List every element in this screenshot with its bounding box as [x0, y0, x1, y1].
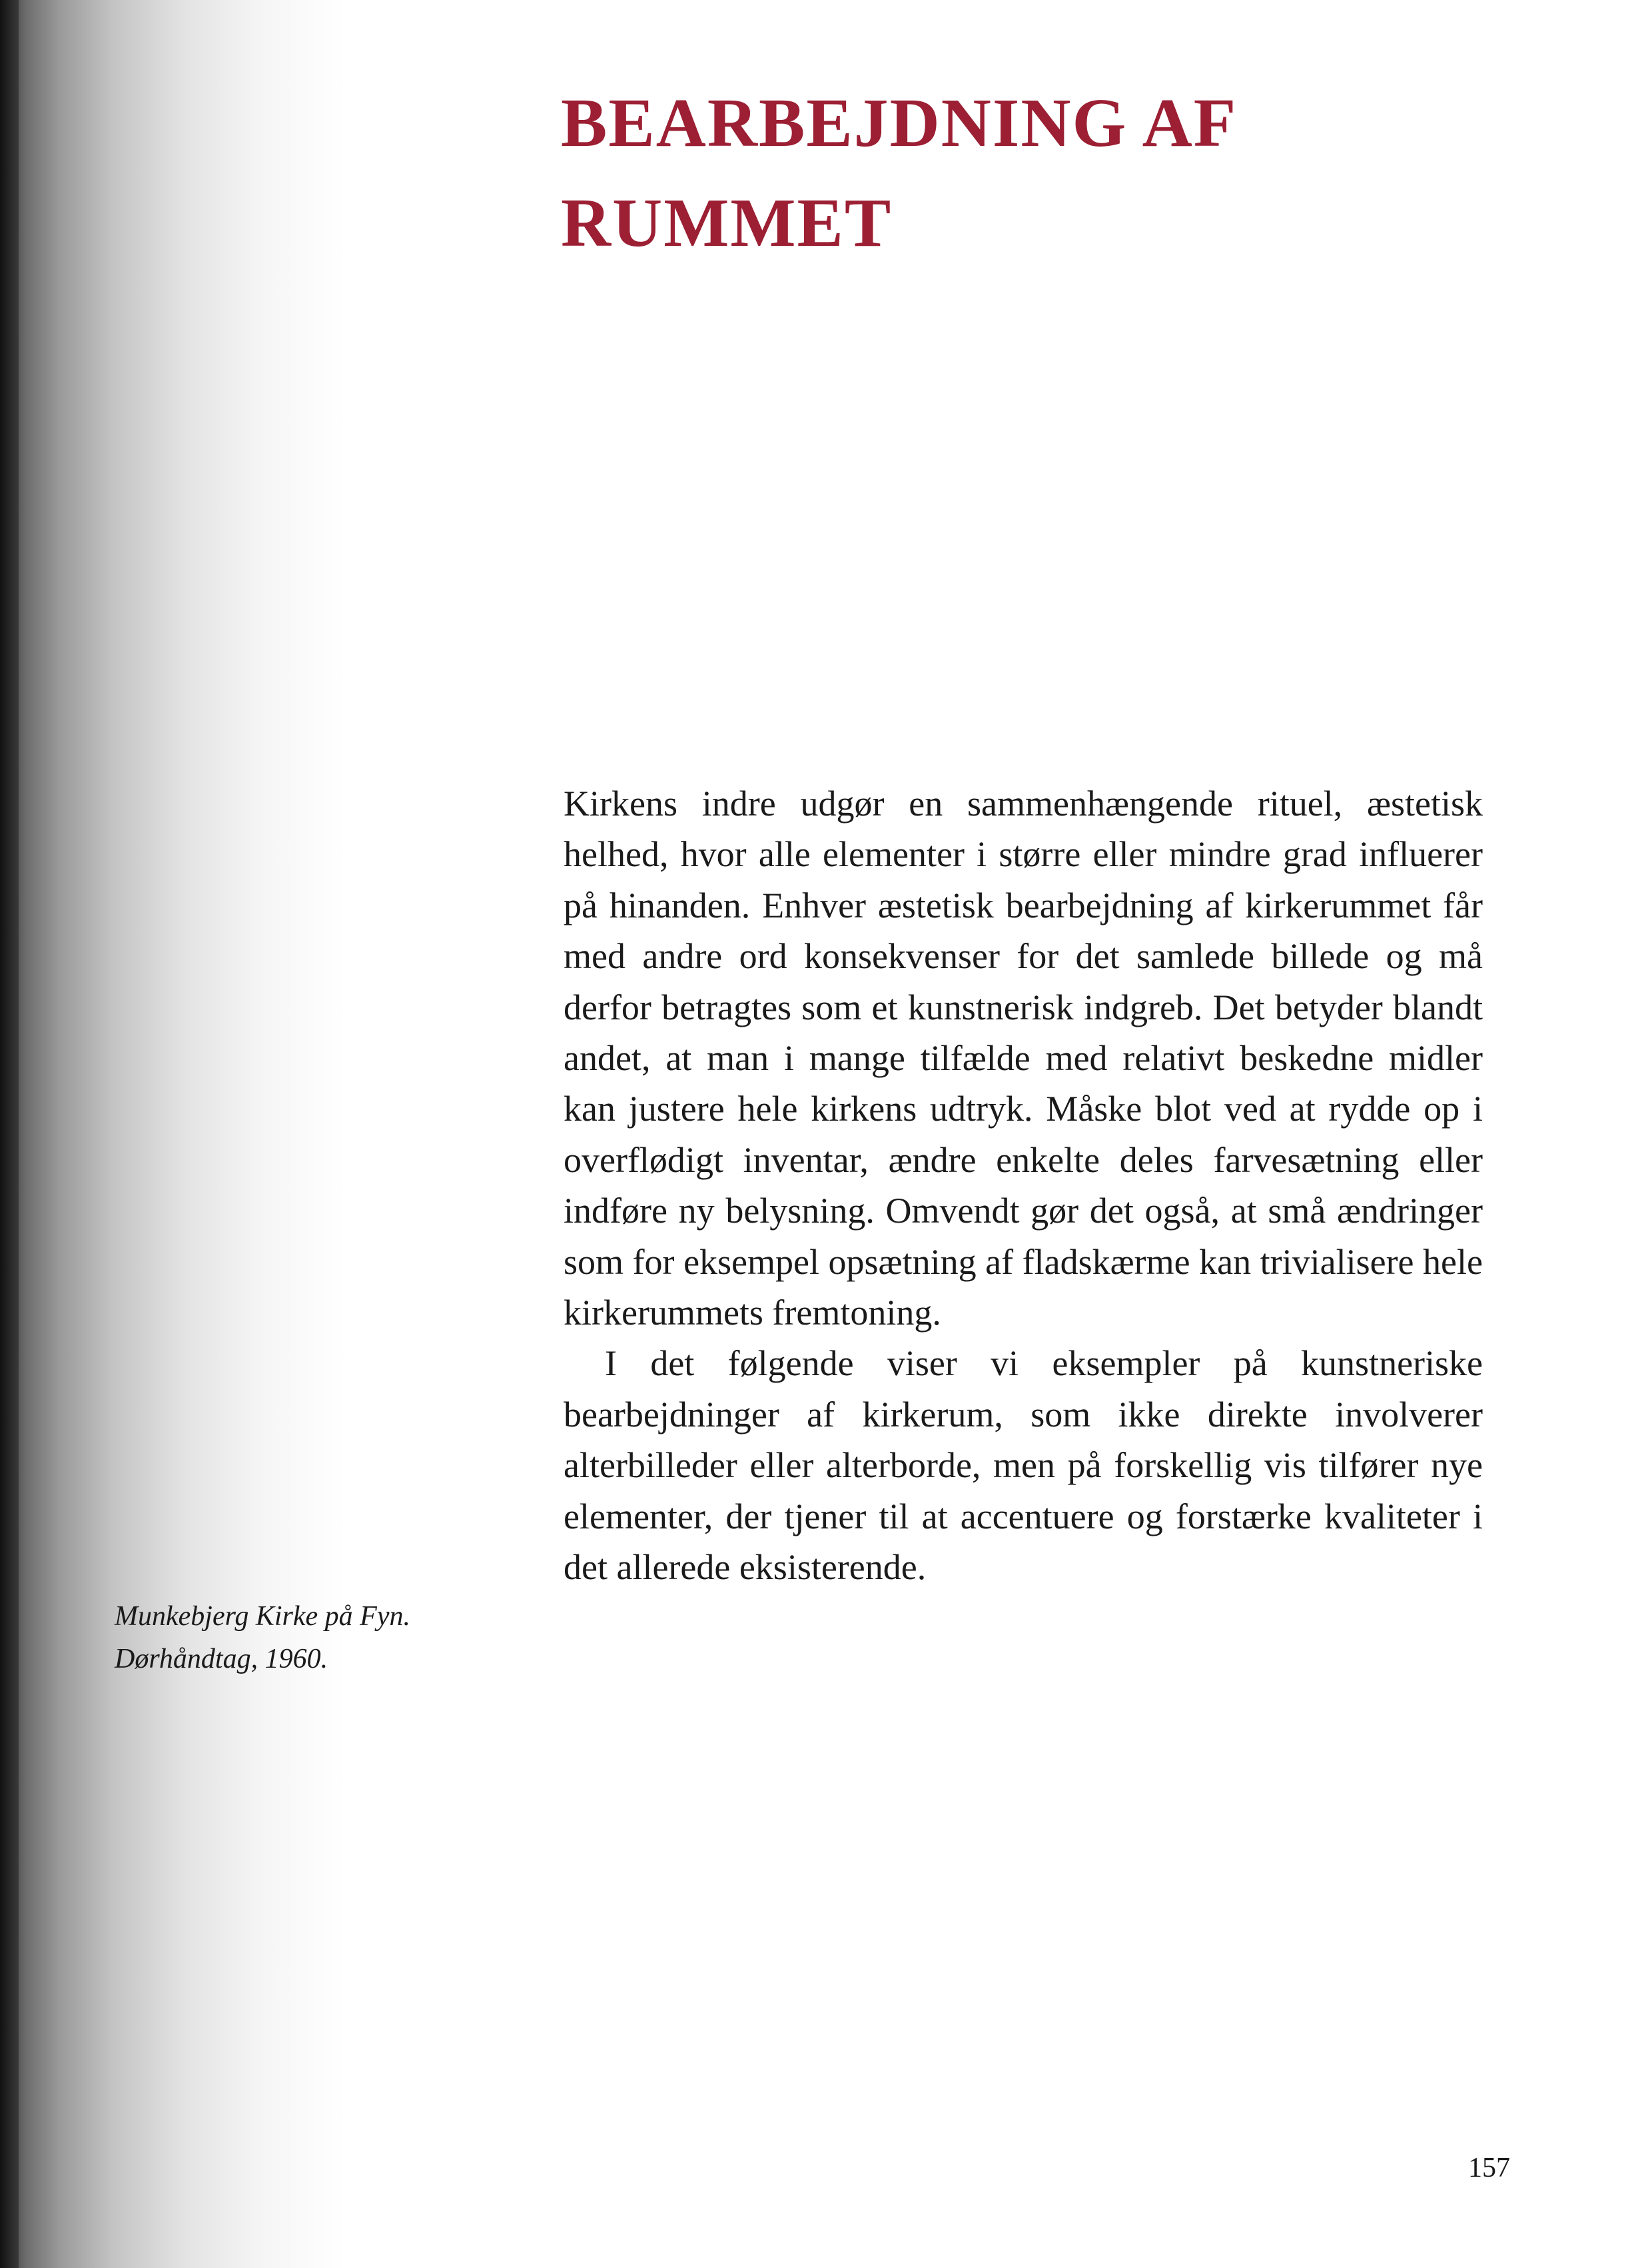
page-gutter-edge — [0, 0, 19, 2268]
page-gutter-shadow — [0, 0, 346, 2268]
body-paragraph-1: Kirkens indre udgør en sammenhængende rituel, æstetisk helhed, hvor alle elementer i større eller mindre grad influerer på hinanden. Enhver æstetisk bearbejdning af kirkerummet får med andre ord konsekvenser for det samlede billede og må derfor betragtes som et kunstnerisk indgreb. Det betyder blandt andet, at man i mange tilfælde med relativt beskedne midler kan justere hele kirkens udtryk. Måske blot ved at rydde op i overflødigt inventar, ændre enkelte deles farvesætning eller indføre ny belysning. Omvendt gør det også, at små ændringer som for eksempel opsætning af fladskærme kan trivialisere hele kirkerummets fremtoning. — [564, 784, 1483, 1333]
photo-caption-line-2: Dørhåndtag, 1960. — [115, 1644, 328, 1674]
page-number: 157 — [1468, 2153, 1510, 2183]
photo-caption — [115, 1595, 541, 1680]
chapter-title — [561, 73, 1237, 273]
body-paragraph-2: I det følgende viser vi eksempler på kunstneriske bearbejdninger af kirkerum, som ikke direkte involverer alterbilleder eller alterborde, men på forskellig vis tilfører nye elementer, der tjener til at accentuere og forstærke kvaliteter i det allerede eksisterende. — [564, 1343, 1483, 1588]
chapter-title-line-1: BEARBEJDNING AF — [561, 85, 1238, 161]
photo-caption-line-1: Munkebjerg Kirke på Fyn. — [115, 1601, 410, 1632]
body-text — [564, 778, 1483, 1593]
chapter-title-line-2: RUMMET — [561, 185, 893, 261]
